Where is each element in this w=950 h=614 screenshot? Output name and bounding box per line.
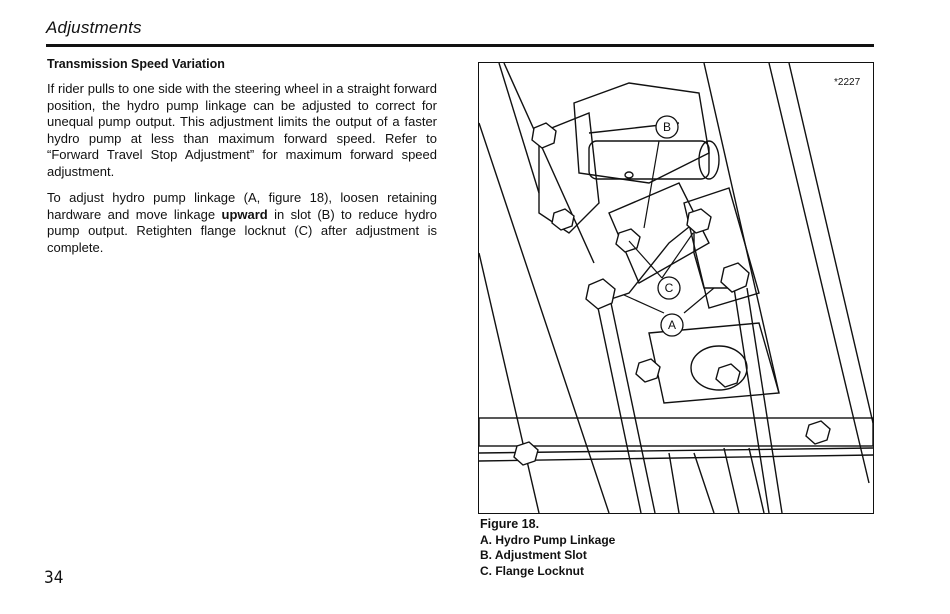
paragraph-2-emphasis: upward xyxy=(221,206,268,222)
section-heading: Transmission Speed Variation xyxy=(47,57,225,71)
paragraph-2-text-a: To adjust hydro pump linkage (A, figure 18), loosen retaining hardware and move linkage xyxy=(47,190,437,222)
callout-a-label: A xyxy=(667,318,677,332)
caption-item-c: C. Flange Locknut xyxy=(480,563,585,578)
page-number: 34 xyxy=(44,568,64,588)
paragraph-2 xyxy=(47,190,437,256)
header-rule xyxy=(46,44,874,47)
section-header: Adjustments xyxy=(46,18,142,37)
paragraph-1: If rider pulls to one side with the steering wheel in a straight forward position, the hydro pump linkage can be adjusted to correct for unequal pump output. This adjustment limits the output of a faster hydro pump at less than maximum forward speed. Refer to “Forward Travel Stop Adjustment” for maximum forward speed adjustment. xyxy=(47,81,437,179)
linkage-drawing xyxy=(479,63,873,513)
figure-caption xyxy=(480,517,615,579)
caption-title: Figure 18. xyxy=(480,517,540,531)
callout-c-label: C xyxy=(664,281,674,295)
callout-b-label: B xyxy=(662,120,672,134)
caption-item-b: B. Adjustment Slot xyxy=(480,548,587,562)
caption-item-a: A. Hydro Pump Linkage xyxy=(480,532,616,547)
figure-code: *2227 xyxy=(834,77,861,88)
figure-18-illustration xyxy=(478,62,874,514)
paragraph-2-text-b: in slot (B) to reduce hydro pump output. Retighten flange locknut (C) after adjustment is complete. xyxy=(47,206,437,255)
